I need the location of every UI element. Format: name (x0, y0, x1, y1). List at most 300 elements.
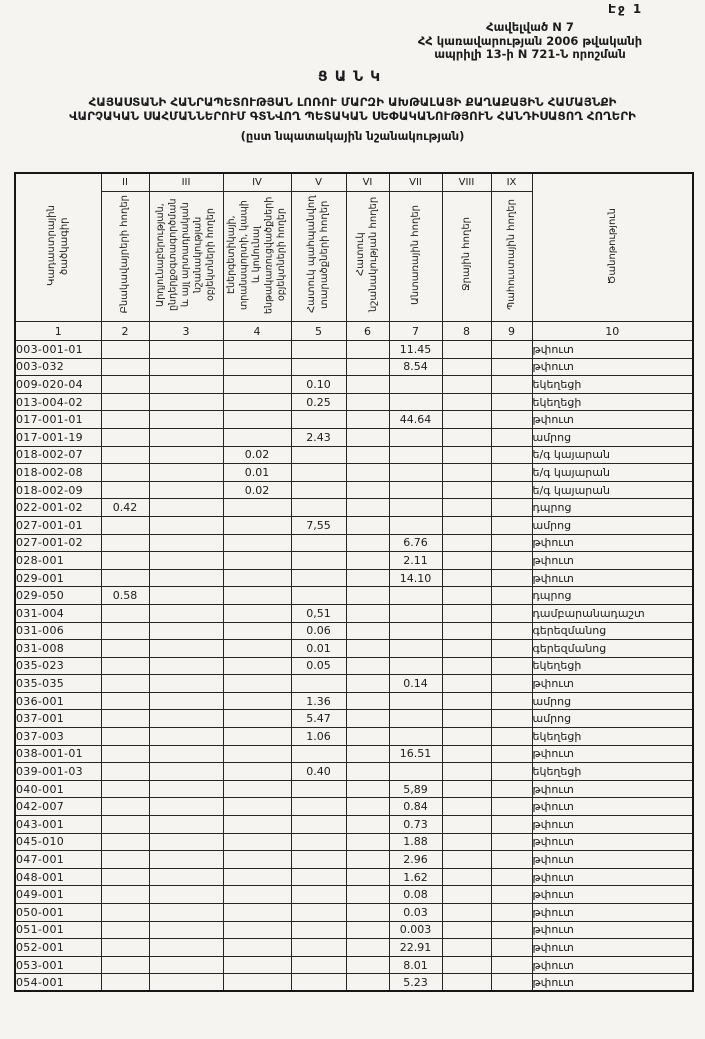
area-value-cell (346, 675, 389, 693)
header-cadastral-code (15, 173, 101, 322)
area-value-cell: 44.64 (389, 411, 442, 429)
area-value-cell (442, 868, 491, 886)
area-value-cell (101, 974, 149, 992)
area-value-cell (149, 816, 223, 834)
note-cell: գերեզմանոց (532, 640, 693, 658)
area-value-cell: 2.96 (389, 851, 442, 869)
note-cell: թփուտ (532, 816, 693, 834)
table-row (15, 868, 693, 886)
area-value-cell: 0.42 (101, 499, 149, 517)
area-value-cell (149, 587, 223, 605)
area-value-cell (442, 798, 491, 816)
note-cell: դամբարանադաշտ (532, 604, 693, 622)
area-value-cell: 0.08 (389, 886, 442, 904)
header-protected-area-lands (291, 192, 346, 322)
area-value-cell (491, 710, 532, 728)
area-value-cell (291, 446, 346, 464)
note-cell: թփուտ (532, 798, 693, 816)
note-cell: թփուտ (532, 851, 693, 869)
area-value-cell (149, 464, 223, 482)
area-value-cell (291, 904, 346, 922)
cadastral-code-cell: 027-001-01 (15, 516, 101, 534)
header-settlement-lands-label: Բնակավայրերի հողեր (119, 195, 131, 314)
note-cell: թփուտ (532, 921, 693, 939)
cadastral-code-cell: 048-001 (15, 868, 101, 886)
area-value-cell (491, 464, 532, 482)
area-value-cell: 0.01 (291, 640, 346, 658)
table-row (15, 710, 693, 728)
note-cell: թփուտ (532, 534, 693, 552)
area-value-cell (491, 657, 532, 675)
area-value-cell (101, 763, 149, 781)
area-value-cell (442, 939, 491, 957)
area-value-cell: 0.003 (389, 921, 442, 939)
table-row (15, 569, 693, 587)
area-value-cell: 0.73 (389, 816, 442, 834)
note-cell: ամրոց (532, 428, 693, 446)
header-reserve-lands-label: Պահուստային հողեր (505, 199, 517, 310)
col-number-4: 4 (223, 322, 291, 341)
area-value-cell (346, 798, 389, 816)
area-value-cell (101, 552, 149, 570)
area-value-cell (149, 974, 223, 992)
area-value-cell (149, 640, 223, 658)
area-value-cell (491, 534, 532, 552)
area-value-cell (101, 886, 149, 904)
area-value-cell (101, 358, 149, 376)
area-value-cell (491, 481, 532, 499)
area-value-cell (442, 833, 491, 851)
area-value-cell (223, 692, 291, 710)
area-value-cell (149, 692, 223, 710)
area-value-cell (149, 833, 223, 851)
subtitle-note: (ըստ նպատակային նշանակության) (240, 129, 465, 143)
table-row (15, 481, 693, 499)
area-value-cell (149, 428, 223, 446)
area-value-cell (491, 411, 532, 429)
area-value-cell (223, 604, 291, 622)
area-value-cell (389, 516, 442, 534)
cadastral-code-cell: 022-001-02 (15, 499, 101, 517)
area-value-cell (149, 886, 223, 904)
cadastral-code-cell: 049-001 (15, 886, 101, 904)
area-value-cell (223, 376, 291, 394)
area-value-cell (149, 763, 223, 781)
area-value-cell: 0.06 (291, 622, 346, 640)
area-value-cell (223, 868, 291, 886)
cadastral-code-cell: 017-001-01 (15, 411, 101, 429)
roman-ii: II (101, 173, 149, 192)
area-value-cell (101, 622, 149, 640)
note-cell: թփուտ (532, 833, 693, 851)
area-value-cell (442, 587, 491, 605)
cadastral-code-cell: 031-004 (15, 604, 101, 622)
col-number-9: 9 (491, 322, 532, 341)
note-cell: եկեղեցի (532, 376, 693, 394)
area-value-cell (291, 341, 346, 359)
header-special-purpose-lands (346, 192, 389, 322)
area-value-cell: 5.23 (389, 974, 442, 992)
table-row (15, 745, 693, 763)
area-value-cell (346, 833, 389, 851)
area-value-cell (291, 481, 346, 499)
area-value-cell (291, 868, 346, 886)
cadastral-code-cell: 029-001 (15, 569, 101, 587)
table-row (15, 376, 693, 394)
area-value-cell (101, 604, 149, 622)
area-value-cell (149, 481, 223, 499)
area-value-cell (101, 534, 149, 552)
area-value-cell: 8.54 (389, 358, 442, 376)
area-value-cell (491, 428, 532, 446)
area-value-cell (223, 728, 291, 746)
area-value-cell (491, 675, 532, 693)
cadastral-code-cell: 018-002-07 (15, 446, 101, 464)
area-value-cell (101, 692, 149, 710)
table-row (15, 851, 693, 869)
area-value-cell (291, 921, 346, 939)
header-forest-lands-label: Անտառային հողեր (409, 204, 421, 305)
area-value-cell (291, 974, 346, 992)
area-value-cell: 0.84 (389, 798, 442, 816)
area-value-cell (442, 692, 491, 710)
area-value-cell: 7,55 (291, 516, 346, 534)
area-value-cell (442, 710, 491, 728)
table-row (15, 692, 693, 710)
area-value-cell (491, 886, 532, 904)
area-value-cell: 22.91 (389, 939, 442, 957)
area-value-cell (442, 464, 491, 482)
note-cell: ամրոց (532, 710, 693, 728)
area-value-cell (101, 411, 149, 429)
table-row (15, 763, 693, 781)
area-value-cell: 5.47 (291, 710, 346, 728)
area-value-cell (491, 956, 532, 974)
area-value-cell (491, 587, 532, 605)
cadastral-code-cell: 043-001 (15, 816, 101, 834)
area-value-cell (389, 622, 442, 640)
note-cell: եկեղեցի (532, 728, 693, 746)
area-value-cell (346, 446, 389, 464)
area-value-cell (101, 640, 149, 658)
area-value-cell (149, 376, 223, 394)
area-value-cell (346, 534, 389, 552)
area-value-cell (346, 393, 389, 411)
annex-reference (355, 21, 705, 62)
area-value-cell (101, 464, 149, 482)
cadastral-code-cell: 009-020-04 (15, 376, 101, 394)
area-value-cell (491, 569, 532, 587)
area-value-cell (101, 816, 149, 834)
cadastral-code-cell: 018-002-09 (15, 481, 101, 499)
area-value-cell: 0.02 (223, 446, 291, 464)
area-value-cell (149, 710, 223, 728)
area-value-cell (101, 868, 149, 886)
cadastral-code-cell: 017-001-19 (15, 428, 101, 446)
table-row (15, 411, 693, 429)
area-value-cell (442, 376, 491, 394)
area-value-cell (149, 499, 223, 517)
area-value-cell: 0.03 (389, 904, 442, 922)
area-value-cell (346, 657, 389, 675)
table-row (15, 657, 693, 675)
area-value-cell (346, 886, 389, 904)
area-value-cell: 0,51 (291, 604, 346, 622)
header-energy-transport-lands-label: Էներգետիկայի, տրանսպորտի, կապի և կոմունալ ենթակառուցվածքների օբյեկտների հողեր (225, 195, 287, 314)
area-value-cell (291, 780, 346, 798)
area-value-cell (149, 728, 223, 746)
annex-line-2: ՀՀ կառավարության 2006 թվականի (417, 33, 643, 48)
annex-line-1: Հավելված N 7 (486, 20, 574, 34)
area-value-cell (149, 622, 223, 640)
cadastral-code-cell: 045-010 (15, 833, 101, 851)
area-value-cell (442, 886, 491, 904)
area-value-cell (223, 956, 291, 974)
roman-vi: VI (346, 173, 389, 192)
subtitle-line-1: ՀԱՅԱՍՏԱՆԻ ՀԱՆՐԱՊԵՏՈՒԹՅԱՆ ԼՈՌՈՒ ՄԱՐԶԻ ԱԽԹԱԼԱՅԻ ՔԱՂԱՔԱՅԻՆ ՀԱՄԱՅՆՔԻ (88, 95, 617, 109)
area-value-cell (346, 710, 389, 728)
col-number-3: 3 (149, 322, 223, 341)
cadastral-code-cell: 054-001 (15, 974, 101, 992)
area-value-cell (149, 904, 223, 922)
area-value-cell (442, 640, 491, 658)
area-value-cell (291, 833, 346, 851)
note-cell: ամրոց (532, 692, 693, 710)
table-body (15, 341, 693, 992)
roman-iii: III (149, 173, 223, 192)
area-value-cell (346, 692, 389, 710)
note-cell: եկեղեցի (532, 393, 693, 411)
annex-line-3: ապրիլի 13-ի N 721-Ն որոշման (434, 47, 626, 61)
area-value-cell (442, 393, 491, 411)
area-value-cell (442, 569, 491, 587)
note-cell: թփուտ (532, 358, 693, 376)
area-value-cell (389, 446, 442, 464)
area-value-cell (346, 587, 389, 605)
area-value-cell (223, 886, 291, 904)
area-value-cell (346, 974, 389, 992)
area-value-cell (442, 358, 491, 376)
area-value-cell (346, 569, 389, 587)
cadastral-code-cell: 037-003 (15, 728, 101, 746)
area-value-cell (149, 393, 223, 411)
area-value-cell (223, 851, 291, 869)
note-cell: գերեզմանոց (532, 622, 693, 640)
area-value-cell (223, 904, 291, 922)
area-value-cell (101, 939, 149, 957)
area-value-cell (223, 428, 291, 446)
area-value-cell (442, 675, 491, 693)
area-value-cell: 0.01 (223, 464, 291, 482)
area-value-cell (442, 341, 491, 359)
area-value-cell: 2.43 (291, 428, 346, 446)
table-row (15, 341, 693, 359)
area-value-cell (223, 833, 291, 851)
state-lands-table (14, 172, 694, 992)
area-value-cell (223, 939, 291, 957)
cadastral-code-cell: 040-001 (15, 780, 101, 798)
area-value-cell (101, 710, 149, 728)
note-cell: թփուտ (532, 868, 693, 886)
note-cell: թփուտ (532, 886, 693, 904)
area-value-cell (442, 763, 491, 781)
header-energy-transport-lands (223, 192, 291, 322)
area-value-cell (346, 868, 389, 886)
area-value-cell (442, 728, 491, 746)
area-value-cell (223, 921, 291, 939)
area-value-cell (346, 358, 389, 376)
area-value-cell (442, 446, 491, 464)
area-value-cell (346, 851, 389, 869)
roman-v: V (291, 173, 346, 192)
area-value-cell (223, 974, 291, 992)
area-value-cell (442, 428, 491, 446)
area-value-cell (442, 622, 491, 640)
note-cell: դպրոց (532, 587, 693, 605)
area-value-cell (149, 921, 223, 939)
header-cadastral-code-label: Կադաստրային ծածկագիր (46, 205, 71, 287)
area-value-cell (389, 499, 442, 517)
col-number-1: 1 (15, 322, 101, 341)
area-value-cell (101, 780, 149, 798)
area-value-cell (149, 534, 223, 552)
note-cell: ամրոց (532, 516, 693, 534)
area-value-cell (346, 622, 389, 640)
header-water-lands-label: Ջրային հողեր (460, 217, 472, 292)
area-value-cell (389, 464, 442, 482)
table-row (15, 552, 693, 570)
area-value-cell (346, 499, 389, 517)
area-value-cell (149, 675, 223, 693)
area-value-cell (389, 428, 442, 446)
table-row (15, 534, 693, 552)
area-value-cell (291, 499, 346, 517)
area-value-cell (291, 851, 346, 869)
cadastral-code-cell: 003-032 (15, 358, 101, 376)
table-row (15, 640, 693, 658)
table-row (15, 428, 693, 446)
area-value-cell (389, 763, 442, 781)
area-value-cell (442, 921, 491, 939)
area-value-cell (346, 640, 389, 658)
roman-iv: IV (223, 173, 291, 192)
cadastral-code-cell: 031-008 (15, 640, 101, 658)
area-value-cell (223, 675, 291, 693)
header-note (532, 173, 693, 322)
area-value-cell (442, 411, 491, 429)
area-value-cell (442, 974, 491, 992)
area-value-cell (442, 904, 491, 922)
area-value-cell (223, 710, 291, 728)
area-value-cell (101, 675, 149, 693)
header-industrial-lands-label: Արդյունաբերության, ընդերքօգտագործման և այլ արտադրական նշանակության օբյեկտների հողեր (154, 198, 216, 311)
area-value-cell (291, 587, 346, 605)
area-value-cell (149, 552, 223, 570)
area-value-cell (101, 341, 149, 359)
cadastral-code-cell: 052-001 (15, 939, 101, 957)
area-value-cell (442, 481, 491, 499)
area-value-cell (101, 798, 149, 816)
area-value-cell (346, 552, 389, 570)
area-value-cell (223, 534, 291, 552)
area-value-cell: 14.10 (389, 569, 442, 587)
area-value-cell (346, 763, 389, 781)
col-number-6: 6 (346, 322, 389, 341)
area-value-cell (291, 358, 346, 376)
col-number-10: 10 (532, 322, 693, 341)
area-value-cell: 0.25 (291, 393, 346, 411)
area-value-cell (101, 481, 149, 499)
area-value-cell (442, 657, 491, 675)
area-value-cell (149, 798, 223, 816)
area-value-cell (291, 569, 346, 587)
area-value-cell (346, 464, 389, 482)
area-value-cell (101, 956, 149, 974)
area-value-cell: 1.06 (291, 728, 346, 746)
area-value-cell (101, 657, 149, 675)
area-value-cell (442, 499, 491, 517)
area-value-cell (291, 534, 346, 552)
note-cell: թփուտ (532, 939, 693, 957)
area-value-cell (491, 921, 532, 939)
area-value-cell (223, 780, 291, 798)
cadastral-code-cell: 028-001 (15, 552, 101, 570)
area-value-cell (389, 376, 442, 394)
cadastral-code-cell: 018-002-08 (15, 464, 101, 482)
subtitle-line-2: ՎԱՐՉԱԿԱՆ ՍԱՀՄԱՆՆԵՐՈՒՄ ԳՏՆՎՈՂ ՊԵՏԱԿԱՆ ՍԵՓԱԿԱՆՈՒԹՅՈՒՆ ՀԱՆԴԻՍԱՑՈՂ ՀՈՂԵՐԻ (69, 109, 636, 123)
area-value-cell (442, 816, 491, 834)
area-value-cell (491, 939, 532, 957)
area-value-cell (346, 780, 389, 798)
area-value-cell (223, 640, 291, 658)
area-value-cell (442, 956, 491, 974)
area-value-cell (101, 428, 149, 446)
area-value-cell (442, 851, 491, 869)
table-row (15, 780, 693, 798)
area-value-cell (101, 393, 149, 411)
roman-viii: VIII (442, 173, 491, 192)
area-value-cell (291, 939, 346, 957)
roman-numeral-row (15, 173, 693, 192)
area-value-cell (149, 780, 223, 798)
note-cell: թփուտ (532, 974, 693, 992)
area-value-cell (389, 604, 442, 622)
area-value-cell (491, 728, 532, 746)
page-title: ՑԱՆԿ (317, 69, 388, 85)
header-water-lands (442, 192, 491, 322)
page-number: Էջ 1 (608, 2, 644, 16)
area-value-cell (491, 974, 532, 992)
area-value-cell (101, 376, 149, 394)
note-cell: թփուտ (532, 552, 693, 570)
cadastral-code-cell: 038-001-01 (15, 745, 101, 763)
area-value-cell (346, 745, 389, 763)
area-value-cell (101, 904, 149, 922)
area-value-cell (491, 780, 532, 798)
area-value-cell (346, 341, 389, 359)
area-value-cell: 0.58 (101, 587, 149, 605)
area-value-cell (223, 516, 291, 534)
area-value-cell (491, 816, 532, 834)
table-row (15, 675, 693, 693)
area-value-cell (491, 604, 532, 622)
area-value-cell (442, 534, 491, 552)
area-value-cell (491, 851, 532, 869)
area-value-cell: 8.01 (389, 956, 442, 974)
area-value-cell (101, 745, 149, 763)
area-value-cell (491, 358, 532, 376)
area-value-cell (491, 393, 532, 411)
